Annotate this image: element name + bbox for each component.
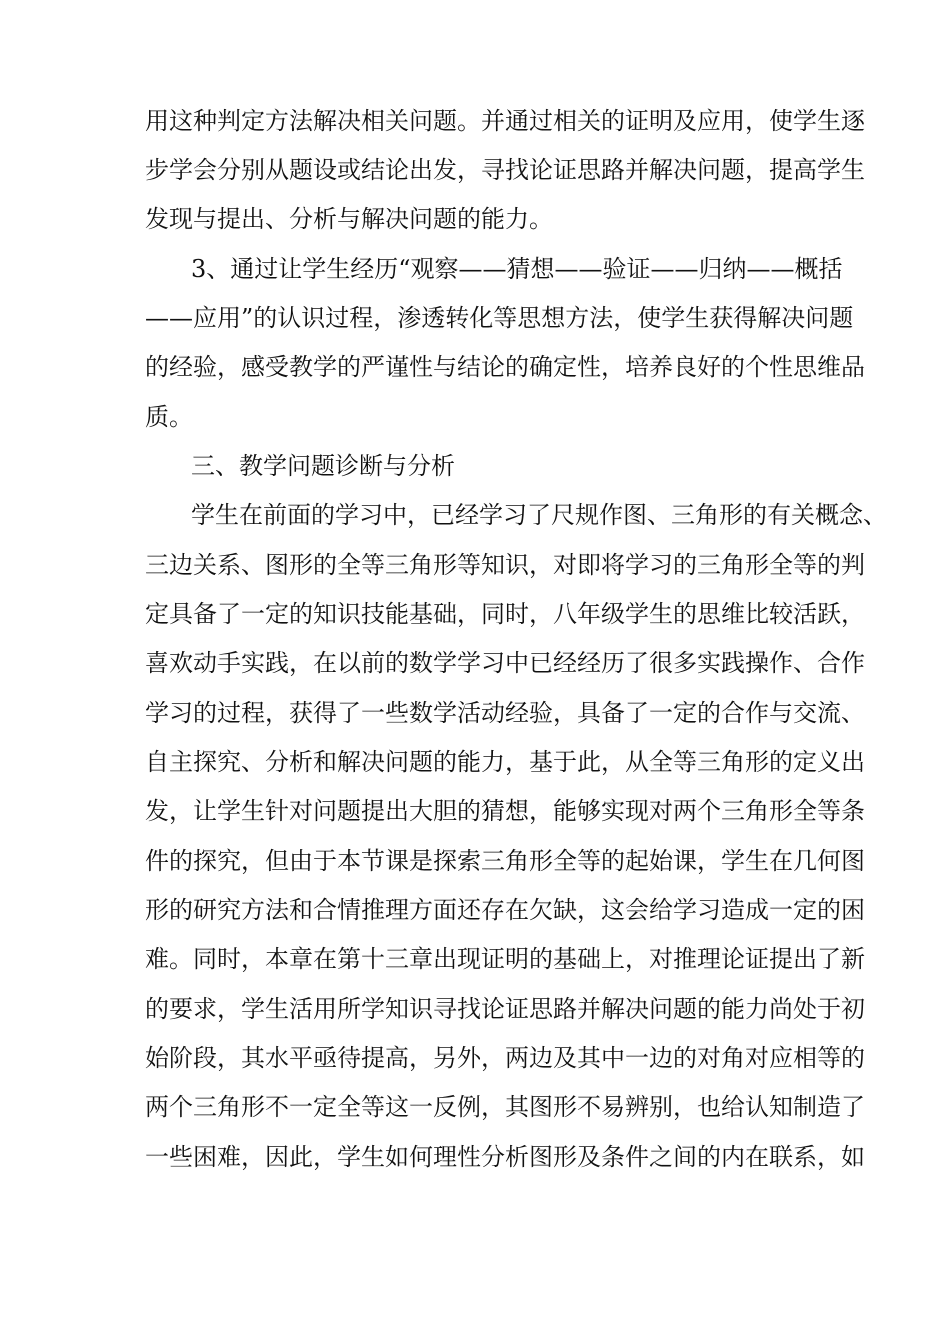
text-line: 始阶段，其水平亟待提高，另外，两边及其中一边的对角对应相等的 (145, 1044, 865, 1072)
text-line: 难。同时，本章在第十三章出现证明的基础上，对推理论证提出了新 (145, 945, 865, 973)
text-line: 自主探究、分析和解决问题的能力，基于此，从全等三角形的定义出 (145, 748, 865, 776)
text-line: 三边关系、图形的全等三角形等知识，对即将学习的三角形全等的判 (145, 551, 865, 579)
text-line: 定具备了一定的知识技能基础，同时，八年级学生的思维比较活跃， (145, 600, 865, 628)
text-line: 步学会分别从题设或结论出发，寻找论证思路并解决问题，提高学生 (145, 156, 865, 184)
text-line: 发，让学生针对问题提出大胆的猜想，能够实现对两个三角形全等条 (145, 797, 865, 825)
text-line: ——应用”的认识过程，渗透转化等思想方法，使学生获得解决问题 (145, 304, 854, 332)
section-heading: 三、教学问题诊断与分析 (191, 452, 455, 480)
text-line: 用这种判定方法解决相关问题。并通过相关的证明及应用，使学生逐 (145, 107, 865, 135)
text-line: 的要求，学生活用所学知识寻找论证思路并解决问题的能力尚处于初 (145, 995, 865, 1023)
text-line: 喜欢动手实践，在以前的数学学习中已经经历了很多实践操作、合作 (145, 649, 865, 677)
text-line: 发现与提出、分析与解决问题的能力。 (145, 205, 553, 233)
text-line: 的经验，感受教学的严谨性与结论的确定性，培养良好的个性思维品 (145, 353, 865, 381)
text-line: 学生在前面的学习中，已经学习了尺规作图、三角形的有关概念、 (191, 501, 887, 529)
text-line: 形的研究方法和合情推理方面还存在欠缺，这会给学习造成一定的困 (145, 896, 865, 924)
text-line: 学习的过程，获得了一些数学活动经验，具备了一定的合作与交流、 (145, 699, 865, 727)
text-line: 质。 (145, 403, 193, 431)
text-line: 件的探究，但由于本节课是探索三角形全等的起始课，学生在几何图 (145, 847, 865, 875)
text-line: 3、通过让学生经历“观察——猜想——验证——归纳——概括 (191, 255, 843, 283)
text-line: 一些困难，因此，学生如何理性分析图形及条件之间的内在联系，如 (145, 1143, 865, 1171)
text-line: 两个三角形不一定全等这一反例，其图形不易辨别，也给认知制造了 (145, 1093, 865, 1121)
